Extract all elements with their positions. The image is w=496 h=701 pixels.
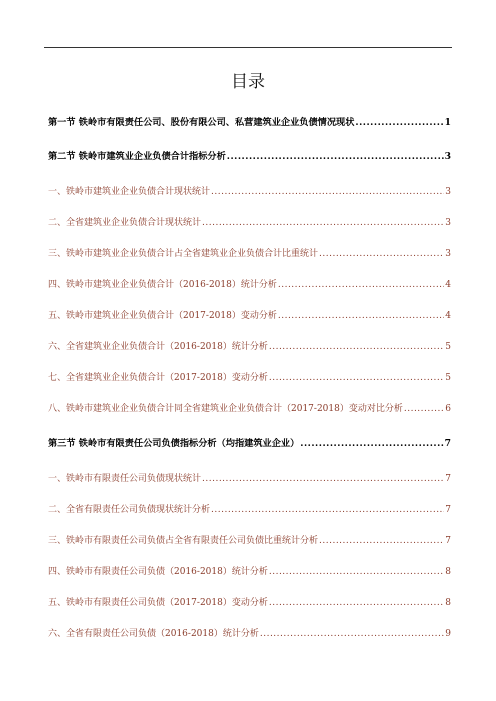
toc-entry-text: 四、铁岭市建筑业企业负债合计（2016-2018）统计分析 <box>48 280 277 290</box>
toc-page-number: 4 <box>445 280 451 290</box>
toc-page-number: 9 <box>445 629 451 639</box>
toc-entry-text: 第三节 铁岭市有限责任公司负债指标分析（均指建筑业企业） <box>48 438 300 449</box>
toc-entry[interactable] <box>48 565 451 579</box>
toc-leader-dots <box>202 472 444 486</box>
toc-entry-text: 四、铁岭市有限责任公司负债（2016-2018）统计分析 <box>48 567 268 577</box>
toc-leader-dots <box>319 247 444 261</box>
toc-entry[interactable] <box>48 216 451 230</box>
toc-leader-dots <box>404 402 444 416</box>
toc-entry[interactable] <box>48 150 451 164</box>
toc-leader-dots <box>260 627 444 641</box>
toc-page-number: 7 <box>445 536 451 546</box>
toc-page-number: 5 <box>445 342 451 352</box>
toc-leader-dots <box>269 371 444 385</box>
toc-leader-dots <box>211 185 444 199</box>
toc-leader-dots <box>211 503 444 517</box>
toc-entry-text: 三、铁岭市建筑业企业负债合计占全省建筑业企业负债合计比重统计 <box>48 249 319 259</box>
toc-entry-text: 七、全省建筑业企业负债合计（2017-2018）变动分析 <box>48 373 268 383</box>
toc-page-number: 3 <box>445 249 451 259</box>
toc-page-number: 8 <box>445 598 451 608</box>
toc-entry-text: 五、铁岭市有限责任公司负债（2017-2018）变动分析 <box>48 598 268 608</box>
toc-leader-dots <box>202 216 444 230</box>
toc-entry-text: 第一节 铁岭市有限责任公司、股份有限公司、私营建筑业企业负债情况现状 <box>48 117 355 128</box>
toc-entry[interactable] <box>48 185 451 199</box>
toc-leader-dots <box>278 309 444 323</box>
toc-entry[interactable] <box>48 278 451 292</box>
toc-leader-dots <box>269 596 444 610</box>
toc-entry[interactable] <box>48 340 451 354</box>
toc-page-number: 8 <box>445 567 451 577</box>
toc-entry-text: 一、铁岭市建筑业企业负债合计现状统计 <box>48 187 211 197</box>
toc-leader-dots <box>269 340 444 354</box>
toc-page-number: 3 <box>445 187 451 197</box>
toc-entry-text: 第二节 铁岭市建筑业企业负债合计指标分析 <box>48 151 226 162</box>
toc-leader-dots <box>355 116 443 130</box>
page-title: 目录 <box>231 72 265 92</box>
toc-entry[interactable] <box>48 309 451 323</box>
toc-entry-text: 二、全省建筑业企业负债合计现状统计 <box>48 218 202 228</box>
toc-leader-dots <box>227 150 444 164</box>
toc-entry[interactable] <box>48 534 451 548</box>
toc-page-number: 7 <box>445 505 451 515</box>
toc-entry[interactable] <box>48 371 451 385</box>
toc-page-number: 4 <box>445 311 451 321</box>
toc-page-number: 7 <box>444 438 451 449</box>
toc-entry[interactable] <box>48 437 451 451</box>
toc-entry[interactable] <box>48 596 451 610</box>
toc-entry-text: 八、铁岭市建筑业企业负债合计同全省建筑业企业负债合计（2017-2018）变动对比分析 <box>48 404 403 414</box>
toc-leader-dots <box>278 278 444 292</box>
toc-entry[interactable] <box>48 116 451 130</box>
toc-page-number: 3 <box>445 218 451 228</box>
toc-entry-text: 一、铁岭市有限责任公司负债现状统计 <box>48 474 202 484</box>
toc-entry-text: 六、全省有限责任公司负债（2016-2018）统计分析 <box>48 629 259 639</box>
toc-page-number: 1 <box>444 117 451 128</box>
toc-page-number: 7 <box>445 474 451 484</box>
toc-entry[interactable] <box>48 472 451 486</box>
toc-entry[interactable] <box>48 503 451 517</box>
toc-entry[interactable] <box>48 627 451 641</box>
toc-entry-text: 五、铁岭市建筑业企业负债合计（2017-2018）变动分析 <box>48 311 277 321</box>
toc-entry[interactable] <box>48 402 451 416</box>
toc-page-number: 5 <box>445 373 451 383</box>
toc-leader-dots <box>319 534 444 548</box>
toc-entry[interactable] <box>48 247 451 261</box>
toc-leader-dots <box>269 565 444 579</box>
toc-entry-text: 三、铁岭市有限责任公司负债占全省有限责任公司负债比重统计分析 <box>48 536 319 546</box>
toc-page-number: 6 <box>445 404 451 414</box>
toc-entry-text: 二、全省有限责任公司负债现状统计分析 <box>48 505 211 515</box>
toc-page-number: 3 <box>444 151 451 162</box>
toc-leader-dots <box>300 437 443 451</box>
toc-entry-text: 六、全省建筑业企业负债合计（2016-2018）统计分析 <box>48 342 268 352</box>
